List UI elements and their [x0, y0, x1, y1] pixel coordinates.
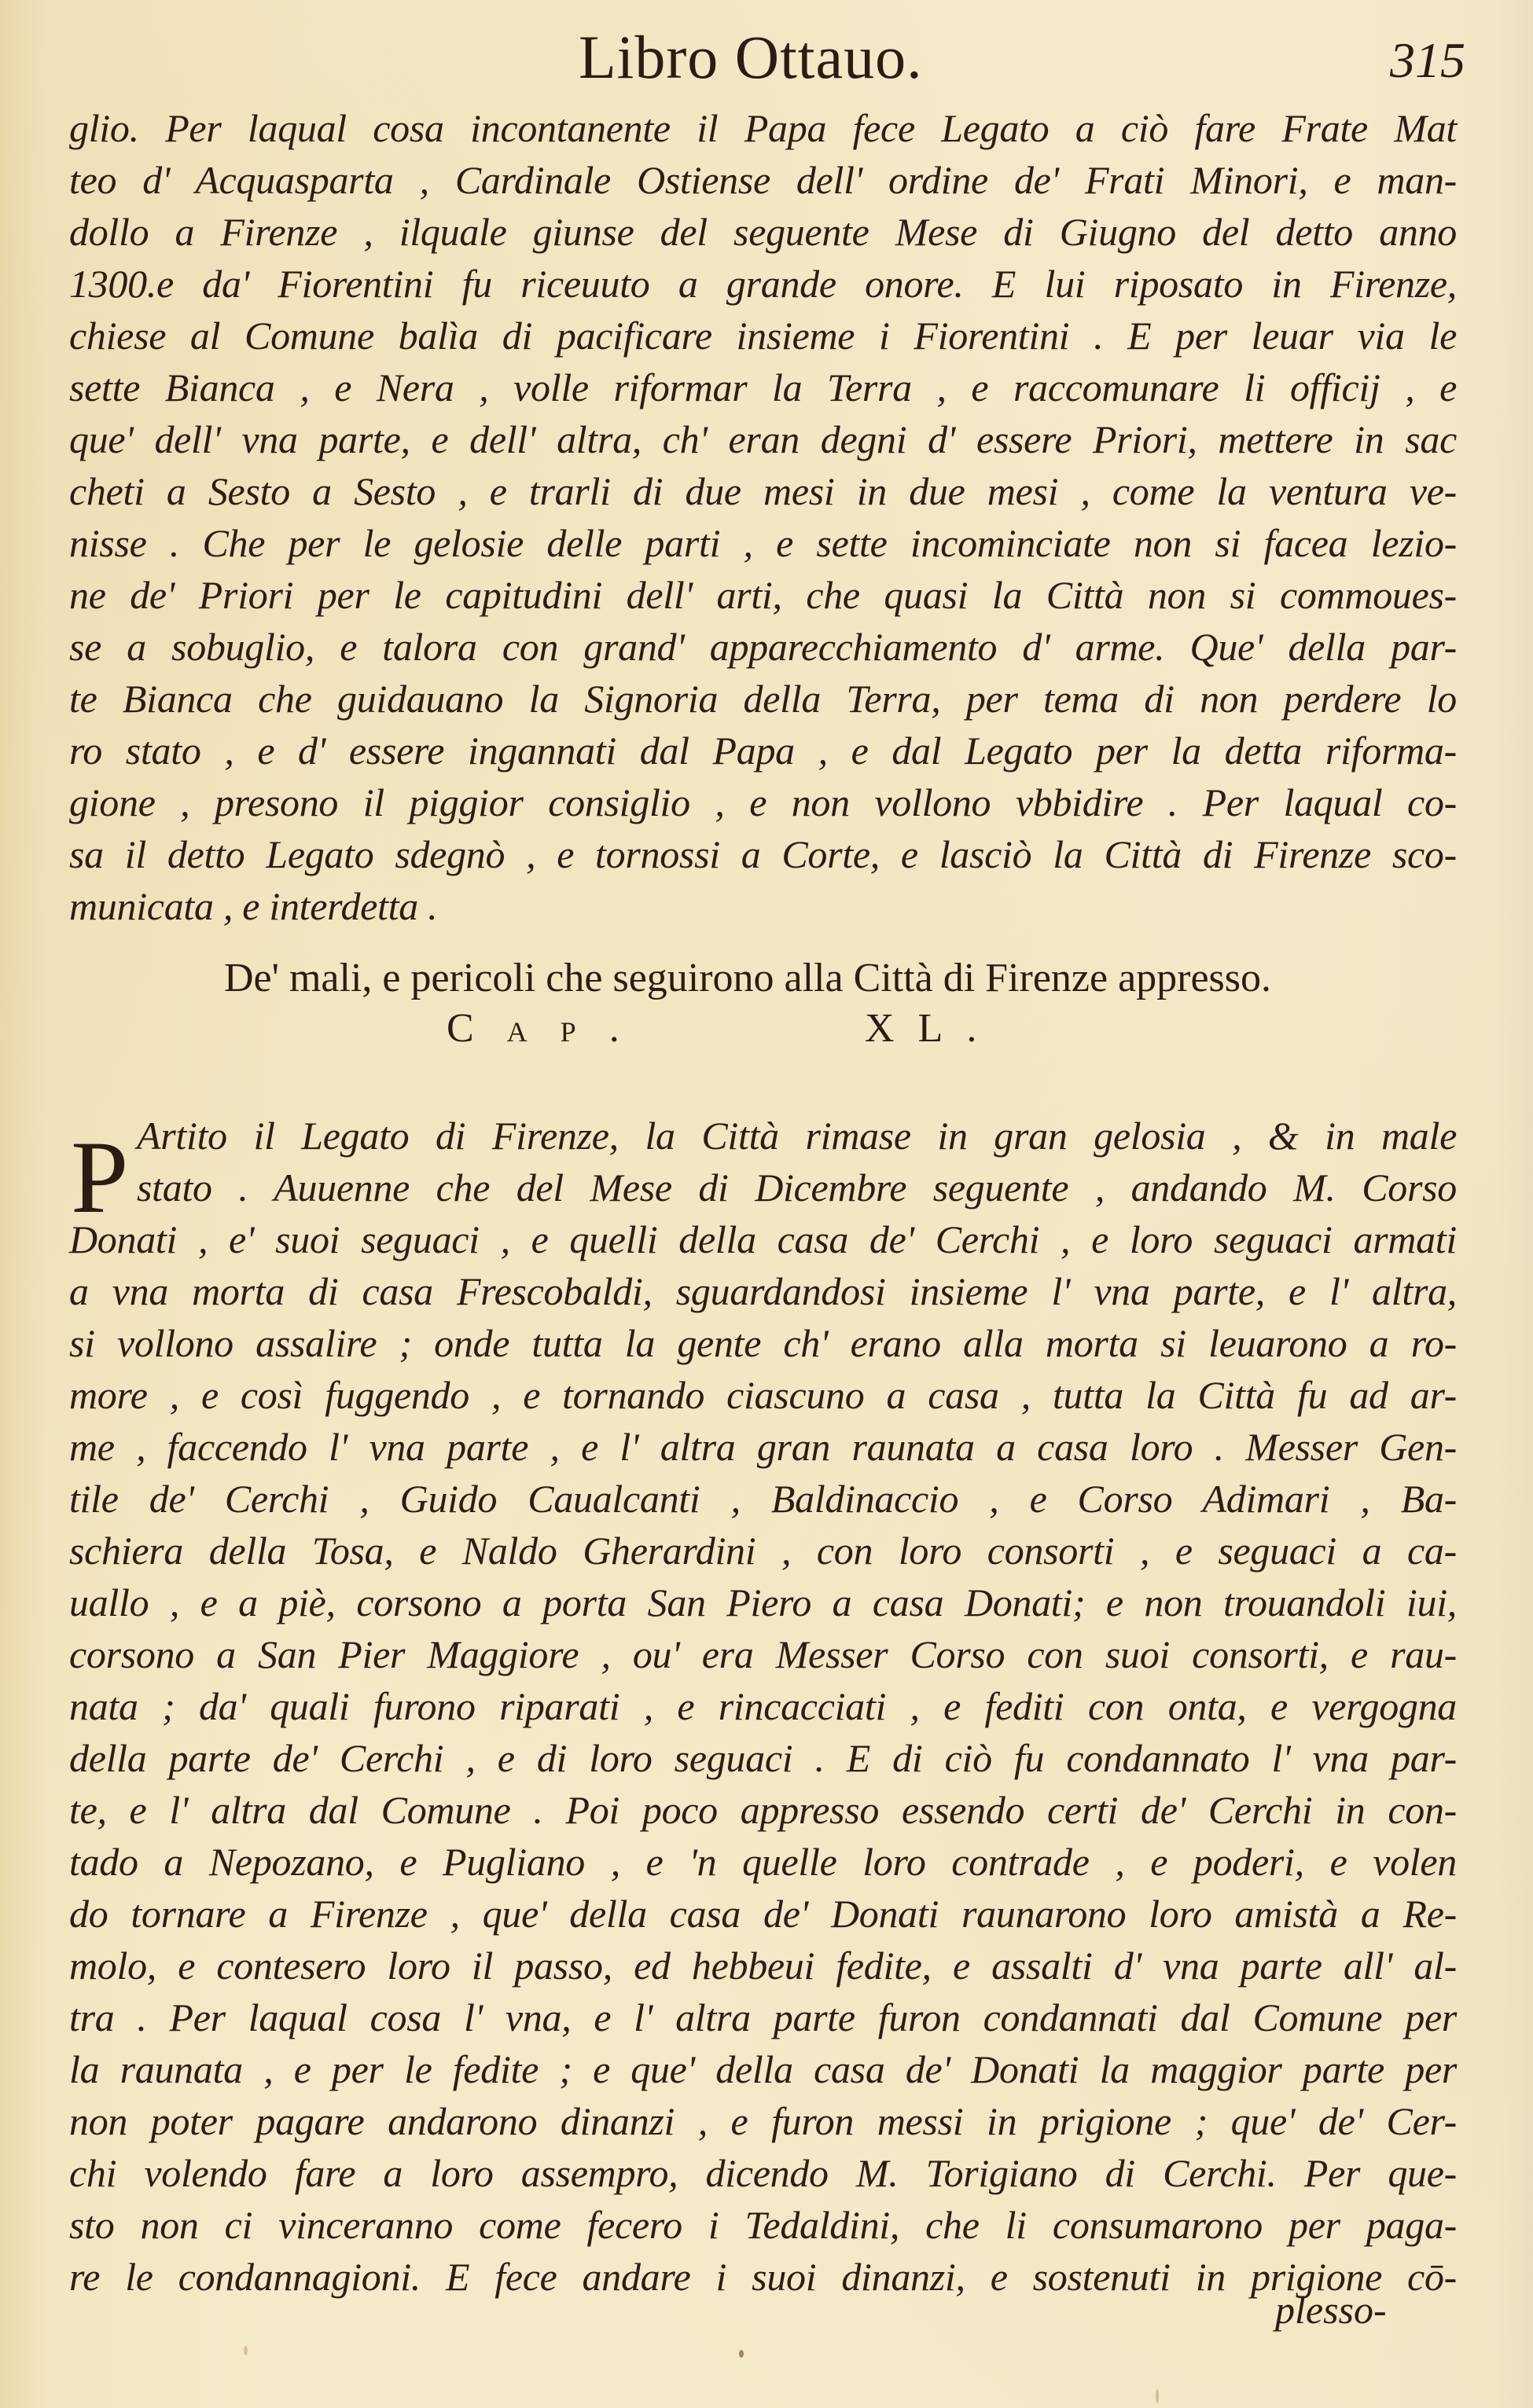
- text-line: municata , e interdetta .: [69, 884, 438, 928]
- text-line: si vollono assalire ; onde tutta la gente ch' erano alla morta si leuarono a ro-: [69, 1321, 1457, 1365]
- text-line: tile de' Cerchi , Guido Caualcanti , Baldinaccio , e Corso Adimari , Ba-: [69, 1477, 1457, 1521]
- text-line: glio. Per laqual cosa incontanente il Papa fece Legato a ciò fare Frate Mat: [69, 106, 1457, 150]
- page-header: [0, 17, 1533, 104]
- text-line: te Bianca che guidauano la Signoria della Terra, per tema di non perdere lo: [69, 677, 1457, 721]
- chapter-number: XL.: [865, 1006, 1001, 1051]
- text-line: tado a Nepozano, e Pugliano , e 'n quelle loro contrade , e poderi, e volen: [69, 1840, 1457, 1884]
- text-line: more , e così fuggendo , e tornando ciascuno a casa , tutta la Città fu ad ar-: [69, 1373, 1457, 1417]
- text-line: 1300.e da' Fiorentini fu riceuuto a grande onore. E lui riposato in Firenze,: [69, 262, 1457, 306]
- text-line: chi volendo fare a loro assempro, dicendo M. Torigiano di Cerchi. Per que-: [69, 2151, 1457, 2195]
- text-line: corsono a San Pier Maggiore , ou' era Messer Corso con suoi consorti, e rau-: [69, 1632, 1457, 1676]
- text-line: sto non ci vinceranno come fecero i Tedaldini, che li consumarono per paga-: [69, 2203, 1457, 2247]
- chapter-heading: [0, 953, 1533, 1004]
- text-line: do tornare a Firenze , que' della casa de' Donati raunarono loro amistà a Re-: [69, 1892, 1457, 1936]
- text-line: chiese al Comune balìa di pacificare insieme i Fiorentini . E per leuar via le: [69, 314, 1457, 358]
- text-line: sa il detto Legato sdegnò , e tornossi a Corte, e lasciò la Città di Firenze sco-: [69, 832, 1457, 876]
- text-line: molo, e contesero loro il passo, ed hebbeui fedite, e assalti d' vna parte all' al-: [69, 1944, 1457, 1988]
- text-line: gione , presono il piggior consiglio , e non vollono vbbidire . Per laqual co-: [69, 780, 1457, 824]
- text-line: uallo , e a piè, corsono a porta San Piero a casa Donati; e non trouandoli iui,: [69, 1580, 1457, 1624]
- text-line: stato . Auuenne che del Mese di Dicembre seguente , andando M. Corso: [137, 1165, 1457, 1210]
- text-line: a vna morta di casa Frescobaldi, sguardandosi insieme l' vna parte, e l' altra,: [69, 1269, 1457, 1313]
- text-line: que' dell' vna parte, e dell' altra, ch' eran degni d' essere Priori, mettere in sac: [69, 417, 1457, 461]
- text-line: Donati , e' suoi seguaci , e quelli della casa de' Cerchi , e loro seguaci armati: [69, 1217, 1457, 1261]
- text-line: non poter pagare andarono dinanzi , e furon messi in prigione ; que' de' Cer-: [69, 2099, 1457, 2143]
- chapter-number-line: [0, 1003, 1533, 1055]
- text-line: ro stato , e d' essere ingannati dal Papa , e dal Legato per la detta riforma-: [69, 729, 1457, 773]
- text-line: la raunata , e per le fedite ; e que' della casa de' Donati la maggior parte per: [69, 2047, 1457, 2091]
- text-line: Artito il Legato di Firenze, la Città rimase in gran gelosia , & in male: [137, 1114, 1457, 1158]
- text-line: ne de' Priori per le capitudini dell' arti, che quasi la Città non si commoues-: [69, 573, 1457, 617]
- chapter-cap-label: Cap.: [447, 1006, 653, 1051]
- running-title: Libro Ottauo.: [579, 23, 923, 91]
- text-line: teo d' Acquasparta , Cardinale Ostiense dell' ordine de' Frati Minori, e man-: [69, 158, 1457, 202]
- catchword: plesso-: [1275, 2288, 1387, 2332]
- text-line: sette Bianca , e Nera , volle riformar la Terra , e raccomunare li officij , e: [69, 365, 1457, 409]
- text-line: te, e l' altra dal Comune . Poi poco appresso essendo certi de' Cerchi in con-: [69, 1788, 1457, 1832]
- text-line: me , faccendo l' vna parte , e l' altra gran raunata a casa loro . Messer Gen-: [69, 1425, 1457, 1469]
- text-line: della parte de' Cerchi , e di loro seguaci . E di ciò fu condannato l' vna par-: [69, 1736, 1457, 1780]
- text-line: cheti a Sesto a Sesto , e trarli di due mesi in due mesi , come la ventura ve-: [69, 469, 1457, 513]
- text-line: re le condannagioni. E fece andare i suoi dinanzi, e sostenuti in prigione cō-: [69, 2255, 1457, 2299]
- text-line: tra . Per laqual cosa l' vna, e l' altra parte furon condannati dal Comune per: [69, 1995, 1457, 2039]
- drop-cap-initial: P: [71, 1119, 129, 1235]
- chapter-title: De' mali, e pericoli che seguirono alla Città di Firenze appresso.: [223, 956, 1272, 1000]
- paper-stain: [1156, 2389, 1159, 2403]
- page-number: 315: [1390, 32, 1465, 88]
- paper-stain: [739, 2350, 744, 2358]
- text-line: schiera della Tosa, e Naldo Gherardini , con loro consorti , e seguaci a ca-: [69, 1529, 1457, 1573]
- text-line: se a sobuglio, e talora con grand' apparecchiamento d' arme. Que' della par-: [69, 625, 1457, 669]
- text-line: dollo a Firenze , ilquale giunse del seguente Mese di Giugno del detto anno: [69, 210, 1457, 254]
- text-line: nisse . Che per le gelosie delle parti , e sette incominciate non si facea lezio-: [69, 521, 1457, 565]
- text-line: nata ; da' quali furono riparati , e rincacciati , e fediti con onta, e vergogna: [69, 1684, 1457, 1728]
- paper-stain: [244, 2346, 248, 2355]
